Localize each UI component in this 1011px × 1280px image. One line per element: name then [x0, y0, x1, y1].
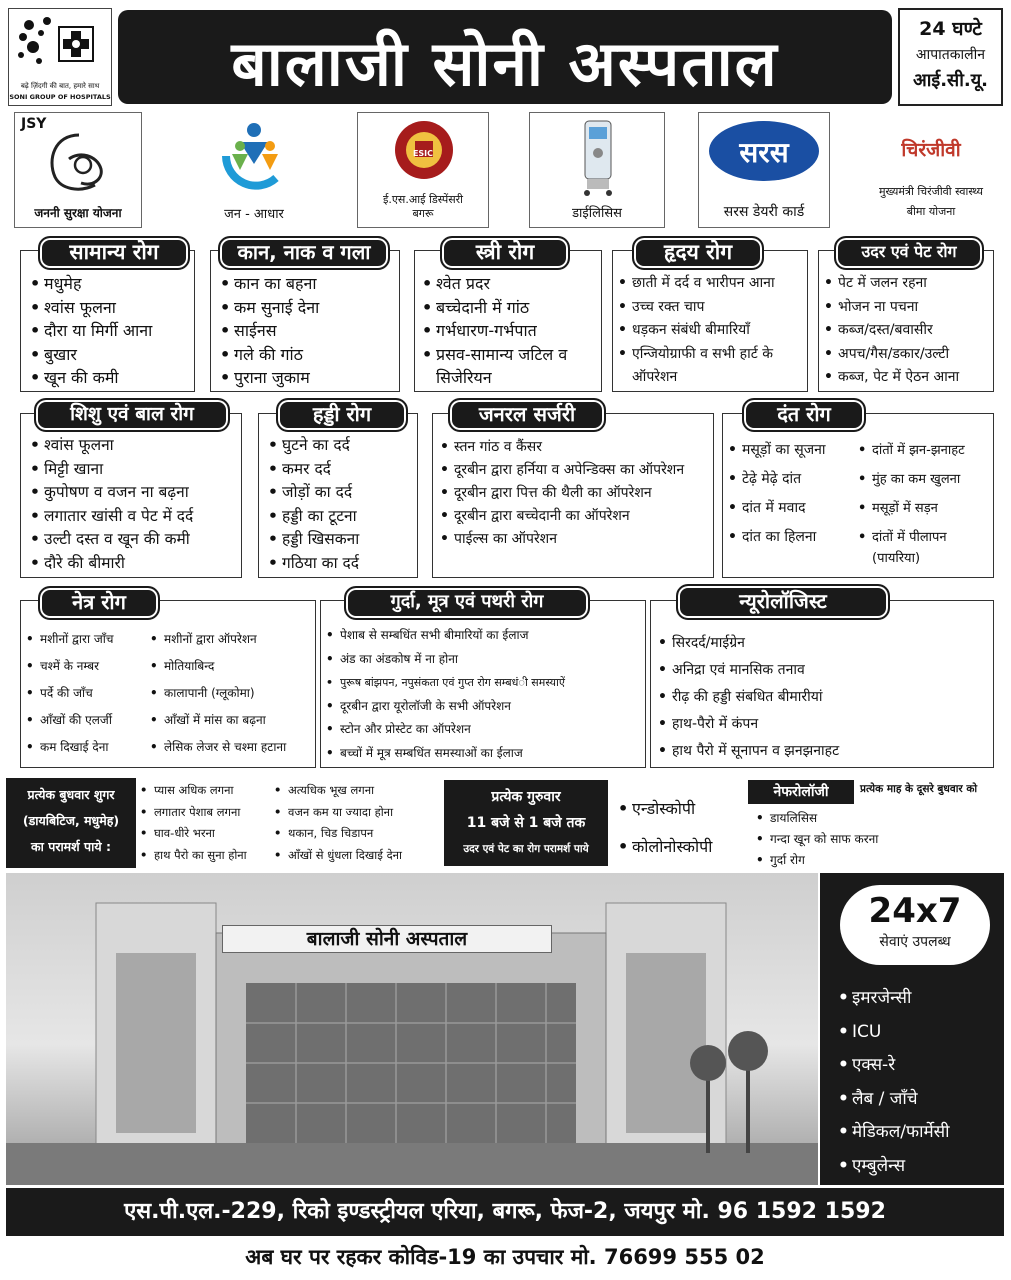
- list-item: • एन्जियोग्राफी व सभी हार्ट के ऑपरेशन: [616, 343, 776, 390]
- list-item: • चश्में के नम्बर: [24, 653, 114, 680]
- heading-stomach: उदर एवं पेट रोग: [834, 236, 984, 270]
- list-sugar-right: [272, 780, 402, 866]
- list-item: • बच्चेदानी में गांठ: [420, 296, 595, 320]
- nephro-note: प्रत्येक माह के दूसरे बुधवार को: [860, 783, 978, 795]
- list-general: [28, 272, 152, 390]
- list-item: • प्रसव-सामान्य जटिल व सिजेरियन: [420, 343, 595, 390]
- list-item: • मसूड़ों का सूजना: [726, 436, 825, 465]
- heading-kidney: गुर्दा, मूत्र एवं पथरी रोग: [344, 586, 590, 620]
- icu-line1: 24 घण्टे: [919, 18, 982, 40]
- list-item: • मसूड़ों में सड़न: [856, 494, 965, 523]
- list-scopy: [616, 790, 712, 866]
- heading-gyne: स्त्री रोग: [440, 236, 570, 270]
- list-item: • रीढ़ की हड्डी संबधित बीमारीयां: [656, 684, 839, 711]
- list-item: • पेशाब से सम्बधिंत सभी बीमारियों का ईलाज: [324, 624, 565, 648]
- list-item: • गन्दा खून को साफ करना: [754, 829, 878, 850]
- hospital-building-illustration: [6, 873, 818, 1185]
- list-item: • सिरदर्द/माईग्रेन: [656, 630, 839, 657]
- list-item: • हाथ-पैरो में कंपन: [656, 711, 839, 738]
- heading-general: सामान्य रोग: [38, 236, 190, 270]
- list-item: • उल्टी दस्त व खून की कमी: [28, 528, 193, 552]
- list-item: • श्वांस फूलना: [28, 434, 193, 458]
- list-item: • मोतियाबिन्द: [148, 653, 286, 680]
- list-item: • कान का बहना: [218, 272, 319, 296]
- dialysis-machine-icon: [573, 117, 623, 199]
- badge-24x7: 24x7: [868, 891, 962, 931]
- dental-pyorrhea: (पायरिया): [872, 551, 921, 566]
- covid-bar: [6, 1240, 1004, 1274]
- thursday-line1: प्रत्येक गुरुवार: [491, 789, 561, 805]
- list-item: • गठिया का दर्द: [266, 552, 359, 576]
- list-item: • मेडिकल/फार्मेसी: [836, 1116, 950, 1150]
- list-item: • इमरजेन्सी: [836, 982, 950, 1016]
- list-item: • पेट में जलन रहना: [822, 272, 959, 296]
- availability-badge: [840, 885, 990, 965]
- chiranjeevi-mark: चिरंजीवी: [901, 139, 961, 161]
- list-item: • दूरबीन द्वारा पित्त की थैली का ऑपरेशन: [438, 482, 698, 505]
- list-item: • स्टोन और प्रोस्टेट का ऑपरेशन: [324, 718, 565, 742]
- heading-heart: हृदय रोग: [632, 236, 764, 270]
- jan-aadhar-icon: [214, 116, 294, 192]
- list-item: • बुखार: [28, 343, 152, 367]
- list-item: • श्वेत प्रदर: [420, 272, 595, 296]
- list-item: • जोड़ों का दर्द: [266, 481, 359, 505]
- list-dental-left: [726, 436, 825, 552]
- list-item: • दांत में मवाद: [726, 494, 825, 523]
- list-item: • हड्डी का टूटना: [266, 505, 359, 529]
- list-item: • भोजन ना पचना: [822, 296, 959, 320]
- covid-text: अब घर पर रहकर कोविड-19 का उपचार मो. 76699 555 02: [245, 1245, 765, 1269]
- list-ortho: [266, 434, 359, 575]
- chiranjeevi-caption: मुख्यमंत्री चिरंजीवी स्वास्थ्य बीमा योजना: [878, 185, 984, 218]
- list-gyne: [420, 272, 595, 390]
- list-item: • दूरबीन द्वारा बच्चेदानी का ऑपरेशन: [438, 505, 698, 528]
- list-item: • पुराना जुकाम: [218, 366, 319, 390]
- list-heart: [616, 272, 776, 390]
- thursday-line3: उदर एवं पेट का रोग परामर्श पाये: [463, 843, 589, 855]
- list-eye-right: [148, 626, 286, 761]
- list-item: • अपच/गैस/डकार/उल्टी: [822, 343, 959, 367]
- address-bar: [6, 1188, 1004, 1236]
- esic-caption: ई.एस.आई डिस्पेंसरी बगरू: [382, 193, 464, 220]
- list-item: • गुर्दा रोग: [754, 850, 878, 871]
- list-item: • गले की गांठ: [218, 343, 319, 367]
- list-item: • कोलोनोस्कोपी: [616, 828, 712, 866]
- list-item: • पर्दे की जाँच: [24, 680, 114, 707]
- list-item: • धड़कन संबंधी बीमारियाँ: [616, 319, 776, 343]
- list-item: • लेसिक लेजर से चश्मा हटाना: [148, 734, 286, 761]
- list-item: • मधुमेह: [28, 272, 152, 296]
- list-item: • आँखों की एलर्जी: [24, 707, 114, 734]
- list-item: • पुरूष बांझपन, नपुसंकता एवं गुप्त रोग सम्बधंी समस्याऐं: [324, 671, 565, 695]
- page-title: बालाजी सोनी अस्पताल: [231, 27, 779, 100]
- title-banner: [118, 10, 892, 104]
- list-item: • पाईल्स का ऑपरेशन: [438, 528, 698, 551]
- list-item: • स्तन गांठ व कैंसर: [438, 436, 698, 459]
- list-neuro: [656, 630, 839, 765]
- list-services: [836, 982, 950, 1183]
- list-stomach: [822, 272, 959, 390]
- list-item: • आँखों में मांस का बढ़ना: [148, 707, 286, 734]
- building-sign: बालाजी सोनी अस्पताल: [222, 925, 552, 953]
- logo-jan-aadhar: [202, 112, 306, 228]
- list-item: • मशीनों द्वारा जाँच: [24, 626, 114, 653]
- list-item: • हाथ पैरो में सूनापन व झनझनाहट: [656, 738, 839, 765]
- sugar-line3: का परामर्श पाये :: [31, 839, 111, 854]
- list-item: • लैब / जाँचे: [836, 1083, 950, 1117]
- heading-ent: कान, नाक व गला: [218, 236, 390, 270]
- icu-line3: आई.सी.यू.: [912, 70, 989, 91]
- list-item: • लगातार खांसी व पेट में दर्द: [28, 505, 193, 529]
- list-item: • प्यास अधिक लगना: [138, 780, 247, 802]
- header-logo-box: [8, 8, 112, 106]
- list-dental-right: [856, 436, 965, 552]
- logo-jsy: [14, 112, 142, 228]
- list-item: • दौरे की बीमारी: [28, 552, 193, 576]
- list-child: [28, 434, 193, 575]
- list-item: • श्वांस फूलना: [28, 296, 152, 320]
- list-item: • अत्यधिक भूख लगना: [272, 780, 402, 802]
- mother-child-icon: [39, 129, 119, 199]
- jsy-mark: JSY: [21, 116, 47, 132]
- list-item: • दूरबीन द्वारा हर्निया व अपेन्डिक्स का ऑपरेशन: [438, 459, 698, 482]
- icu-line2: आपातकालीन: [915, 47, 986, 63]
- sugar-line1: प्रत्येक बुधवार शुगर: [27, 787, 115, 802]
- list-item: • एन्डोस्कोपी: [616, 790, 712, 828]
- list-item: • साईनस: [218, 319, 319, 343]
- list-item: • कालापानी (ग्लूकोमा): [148, 680, 286, 707]
- list-item: • खून की कमी: [28, 366, 152, 390]
- building-photo: [6, 873, 818, 1185]
- icu-box: [898, 8, 1003, 106]
- logo-saras: [698, 112, 830, 228]
- list-item: • कुपोषण व वजन ना बढ़ना: [28, 481, 193, 505]
- list-item: • उच्च रक्त चाप: [616, 296, 776, 320]
- list-item: • छाती में दर्द व भारीपन आना: [616, 272, 776, 296]
- list-item: • घुटने का दर्द: [266, 434, 359, 458]
- brand-tagline: बढ़े ज़िंदगी की बात, हमारे साथ: [20, 82, 100, 90]
- list-item: • दांत का हिलना: [726, 523, 825, 552]
- logo-dialysis: [529, 112, 665, 228]
- esic-mark: ESIC: [412, 149, 434, 158]
- list-item: • कम सुनाई देना: [218, 296, 319, 320]
- list-item: • डायलिसिस: [754, 808, 878, 829]
- list-item: • एक्स-रे: [836, 1049, 950, 1083]
- list-item: • टेढ़े मेढ़े दांत: [726, 465, 825, 494]
- list-item: • दौरा या मिर्गी आना: [28, 319, 152, 343]
- list-eye-left: [24, 626, 114, 761]
- dialysis-caption: डाईलिसिस: [572, 206, 622, 221]
- saras-mark: सरस: [739, 136, 789, 169]
- jsy-caption: जननी सुरक्षा योजना: [34, 206, 122, 220]
- heading-surgery: जनरल सर्जरी: [448, 398, 606, 432]
- list-item: • दांतों में पीलापन: [856, 523, 965, 552]
- list-item: • ICU: [836, 1016, 950, 1050]
- sugar-line2: (डायबिटिज, मधुमेह): [22, 813, 120, 828]
- address-text: एस.पी.एल.-229, रिको इण्डस्ट्रीयल एरिया, बगरू, फेज-2, जयपुर मो. 96 1592 1592: [124, 1199, 886, 1224]
- saras-caption: सरस डेयरी कार्ड: [723, 204, 805, 220]
- list-item: • मशीनों द्वारा ऑपरेशन: [148, 626, 286, 653]
- list-item: • बच्चों में मूत्र सम्बधिंत समस्याओं का ईलाज: [324, 742, 565, 766]
- list-item: • कब्ज/दस्त/बवासीर: [822, 319, 959, 343]
- list-kidney: [324, 624, 565, 765]
- list-surgery: [438, 436, 698, 551]
- list-item: • वजन कम या ज्यादा होना: [272, 802, 402, 824]
- sugar-camp-box: [6, 778, 136, 868]
- logo-chiranjeevi: [866, 112, 996, 228]
- list-item: • अंड का अंडकोष में ना होना: [324, 648, 565, 672]
- list-item: • आँखों से धुंधला दिखाई देना: [272, 845, 402, 867]
- list-item: • कब्ज, पेट में ऐठन आना: [822, 366, 959, 390]
- list-nephro: [754, 808, 878, 871]
- thursday-camp-box: [444, 780, 608, 866]
- list-item: • मुंह का कम खुलना: [856, 465, 965, 494]
- logo-esic: [357, 112, 489, 228]
- heading-neuro: न्यूरोलॉजिस्ट: [676, 584, 890, 620]
- badge-services-available: सेवाएं उपलब्ध: [879, 934, 951, 950]
- list-item: • कमर दर्द: [266, 458, 359, 482]
- heading-dental: दंत रोग: [742, 398, 866, 432]
- jan-aadhar-caption: जन - आधार: [224, 207, 284, 222]
- list-item: • दूरबीन द्वारा यूरोलॉजी के सभी ऑपरेशन: [324, 695, 565, 719]
- list-item: • हड्डी खिसकना: [266, 528, 359, 552]
- list-item: • मिट्टी खाना: [28, 458, 193, 482]
- list-item: • दांतों में झन-झनाहट: [856, 436, 965, 465]
- list-item: • कम दिखाई देना: [24, 734, 114, 761]
- list-item: • थकान, चिड चिडापन: [272, 823, 402, 845]
- list-item: • हाथ पैरो का सुना होना: [138, 845, 247, 867]
- heading-ortho: हड्डी रोग: [276, 398, 408, 432]
- heading-eye: नेत्र रोग: [38, 586, 160, 620]
- brand-name: SONI GROUP OF HOSPITALS: [9, 93, 111, 101]
- list-item: • अनिद्रा एवं मानसिक तनाव: [656, 657, 839, 684]
- soni-group-logo-icon: [11, 11, 111, 81]
- thursday-line2: 11 बजे से 1 बजे तक: [466, 815, 586, 831]
- list-item: • लगातार पेशाब लगना: [138, 802, 247, 824]
- nephro-title: नेफरोलॉजी: [748, 780, 854, 804]
- heading-child: शिशु एवं बाल रोग: [34, 398, 230, 432]
- list-item: • गर्भधारण-गर्भपात: [420, 319, 595, 343]
- list-item: • एम्बुलेन्स: [836, 1150, 950, 1184]
- list-sugar-left: [138, 780, 247, 866]
- list-ent: [218, 272, 319, 390]
- list-item: • घाव-धीरे भरना: [138, 823, 247, 845]
